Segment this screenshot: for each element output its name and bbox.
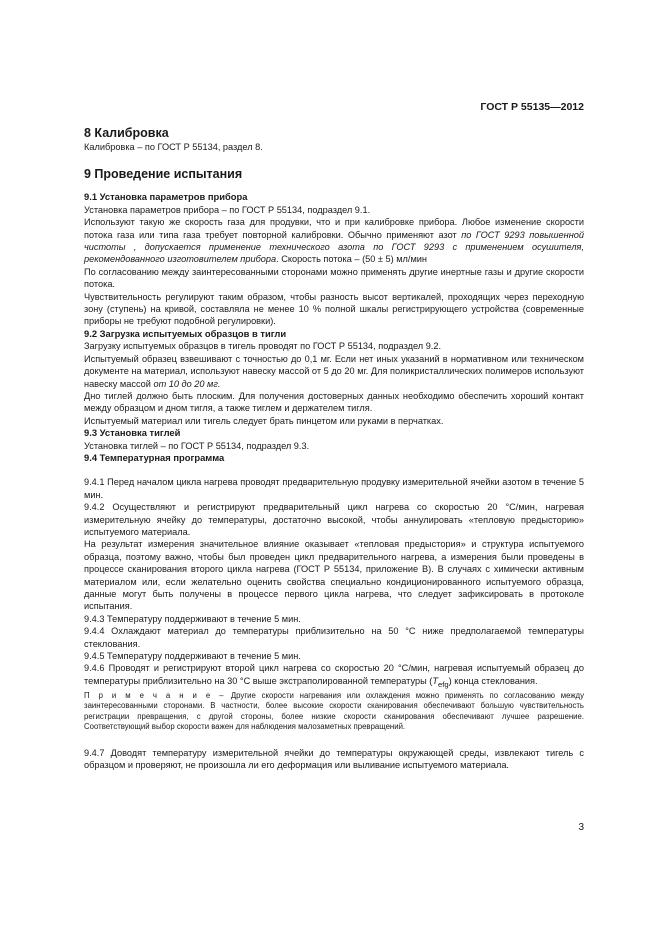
paragraph: 9.4.3 Температуру поддерживают в течение 5 мин.	[84, 613, 301, 624]
paragraph: 9.4.2 Осуществляют и регистрируют предварительный цикл нагрева со скоростью 20 °С/мин, нагревая измерительную ячейку до температуры, достаточно высокой, чтобы аннулировать «тепловую предысторию» испытуемого материала.	[84, 502, 584, 537]
paragraph: 9.4.7 Доводят температуру измерительной ячейки до температуры окружающей среды, извлекают тигель с образцом и проверяют, не произошла ли его деформация или выливание испытуемого материала.	[84, 747, 584, 771]
section-9-3-title: 9.3 Установка тиглей	[84, 427, 181, 439]
paragraph: По согласованию между заинтересованными сторонами можно применять другие инертные газы и другие скорости потока.	[84, 266, 584, 290]
page-content	[84, 126, 584, 772]
section-9-2-title: 9.2 Загрузка испытуемых образцов в тигли	[84, 327, 287, 339]
paragraph: Испытуемый материал или тигель следует брать пинцетом или руками в перчатках.	[84, 415, 444, 426]
paragraph: 9.4.4 Охлаждают материал до температуры приблизительно на 50 °С ниже предполагаемой температуры стеклования.	[84, 626, 584, 649]
paragraph: 9.4.6 Проводят и регистрируют второй цикл нагрева со скоростью 20 °С/мин, нагревая испытуемый образец до температуры приблизительно на 30 °С выше экстраполированной температуры $(T_{efg})$ конца стеклования.	[84, 663, 584, 689]
paragraph: Загрузку испытуемых образцов в тигель проводят по ГОСТ Р 55134, подраздел 9.2.	[84, 341, 442, 352]
standard-header: ГОСТ Р 55135—2012	[480, 101, 584, 113]
section-8-text: Калибровка – по ГОСТ Р 55134, раздел 8.	[84, 142, 263, 152]
page-number: 3	[578, 822, 584, 833]
paragraph: Чувствительность регулируют таким образом, чтобы разность высот вертикалей, проходящих через переходную зону (ступень) на кривой, составляла не менее 10 % полной шкалы регистрирующего устройства (современные приборы не требуют подобной регулировки).	[84, 291, 584, 327]
paragraph: 9.4.5 Температуру поддерживают в течение 5 мин.	[84, 651, 301, 662]
paragraph: 9.4.1 Перед началом цикла нагрева проводят предварительную продувку измерительной ячейки азотом в течение 5 мин.	[84, 477, 584, 500]
paragraph: Используют такую же скорость газа для продувки, что и при калибровке прибора. Любое изменение скорости потока газа или типа газа требует повторной калибровки. Обычно применяют азот по ГОСТ 9293 повышенной чистоты , допускается применение технического азота по ГОСТ 9293 с применением осушителя, рекомендованного изготовителем прибора. Скорость потока – (50 ± 5) мл/мин	[84, 217, 584, 265]
section-9-title: 9 Проведение испытания	[84, 167, 243, 182]
paragraph: Испытуемый образец взвешивают с точностью до 0,1 мг. Если нет иных указаний в нормативном или техническом документе на материал, используют навеску массой от 5 до 20 мг. Для поликристаллических полимеров используют навеску массой от 10 до 20 мг.	[84, 353, 584, 389]
paragraph: Установка параметров прибора – по ГОСТ Р 55134, подраздел 9.1.	[84, 204, 371, 215]
section-9-1-title: 9.1 Установка параметров прибора	[84, 191, 248, 203]
paragraph: Установка тиглей – по ГОСТ Р 55134, подраздел 9.3.	[84, 440, 310, 451]
paragraph: Дно тиглей должно быть плоским. Для получения достоверных данных необходимо обеспечить хороший контакт между образцом и дном тигля, а также тиглем и держателем тигля.	[84, 390, 584, 414]
section-8-title: 8 Калибровка	[84, 126, 169, 140]
note: П р и м е ч а н и е – Другие скорости нагревания или охлаждения можно применять по согласованию между заинтересованными сторонами. В частности, более высокие скорости сканирования обеспечивают большую чувствительность регистрации превращения, с другой стороны, более низкие скорости сканирования обеспечивают лучшее разрешение. Соответствующий выбор скорости важен для наблюдения малозаметных превращений.	[84, 691, 584, 732]
section-9-4-title: 9.4 Температурная программа	[84, 451, 225, 463]
paragraph: На результат измерения значительное влияние оказывает «тепловая предыстория» и структура испытуемого образца, поэтому важно, чтобы был проведен цикл предварительного нагрева, а измерения были проведены в процессе сканирования второго цикла нагрева (ГОСТ Р 55134, приложение В). В случаях с химически активным материалом или, если желательно оценить свойства специально кондиционированного испытуемого образца, данные могут быть получены в процессе первого цикла нагрева, что следует зафиксировать в протоколе испытания.	[84, 539, 584, 612]
